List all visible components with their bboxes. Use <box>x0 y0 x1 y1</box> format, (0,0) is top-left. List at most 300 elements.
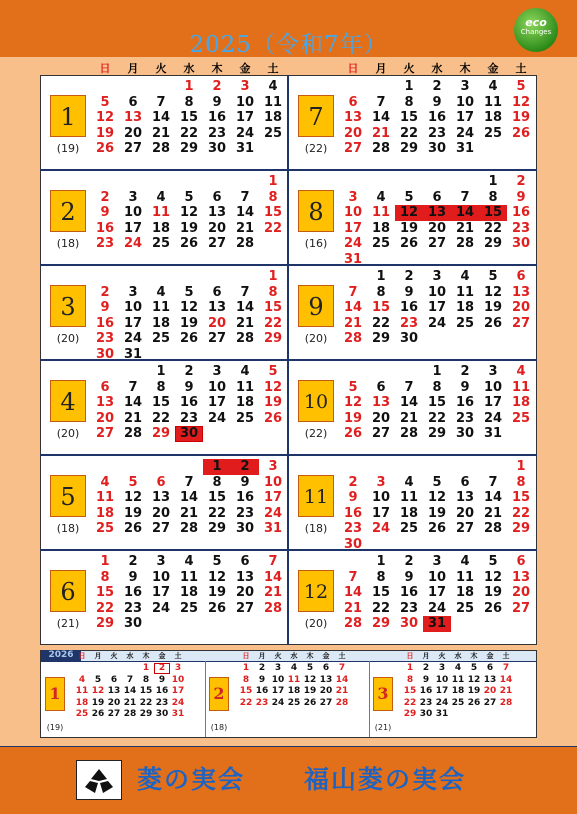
day-cell: 27 <box>455 521 475 536</box>
day-cell: 1 <box>268 174 278 189</box>
day-cell: 6 <box>100 379 110 395</box>
weekday-header-right <box>339 60 535 76</box>
preview-day-cell: 24 <box>271 697 285 708</box>
day-cell: 3 <box>488 364 498 379</box>
preview-day-cell: 30 <box>419 709 433 719</box>
preview-day-cell: 14 <box>499 674 513 685</box>
day-cell: 24 <box>343 236 363 251</box>
day-cell: 14 <box>123 395 143 410</box>
day-cell: 28 <box>263 600 283 616</box>
day-cell: 30 <box>207 141 227 156</box>
preview-month-number-box: 3 <box>373 677 393 711</box>
day-cell: 30 <box>399 616 419 631</box>
day-cell: 13 <box>371 395 391 410</box>
day-cell: 27 <box>343 141 363 156</box>
day-cell: 23 <box>399 315 419 331</box>
day-cell: 6 <box>376 379 386 395</box>
day-cell: 12 <box>123 490 143 505</box>
day-cell: 2 <box>100 189 110 205</box>
day-cell: 14 <box>343 585 363 600</box>
day-cell: 21 <box>235 220 255 236</box>
month-5 <box>40 455 288 550</box>
day-cell: 15 <box>263 300 283 315</box>
preview-day-cell: 4 <box>454 663 462 673</box>
day-cell: 5 <box>432 474 442 490</box>
day-cell: 2 <box>404 269 414 284</box>
day-cell: 30 <box>511 236 531 251</box>
month-12 <box>288 550 536 645</box>
day-cell: 29 <box>371 331 391 346</box>
preview-day-cell: 20 <box>319 686 333 696</box>
day-cell: 12 <box>207 569 227 585</box>
month-6 <box>40 550 288 645</box>
preview-day-cell: 17 <box>171 686 185 696</box>
preview-month-3 <box>369 661 533 737</box>
day-cell: 29 <box>511 521 531 536</box>
day-cell: 22 <box>371 315 391 331</box>
preview-day-cell: 27 <box>319 697 333 708</box>
preview-day-cell: 9 <box>158 674 166 685</box>
day-cell: 25 <box>179 600 199 616</box>
day-cell: 8 <box>100 569 110 585</box>
month-number-box: 6 <box>50 570 86 612</box>
preview-day-cell: 28 <box>499 697 513 708</box>
eco-logo-line1: eco <box>525 16 547 29</box>
weekday-label: 木 <box>142 652 150 660</box>
day-cell: 17 <box>483 395 503 410</box>
day-cell: 25 <box>263 125 283 141</box>
day-cell: 19 <box>483 585 503 600</box>
day-cell: 5 <box>184 189 194 205</box>
month-11 <box>288 455 536 550</box>
day-cell: 26 <box>179 236 199 251</box>
weekday-label: 火 <box>155 62 167 75</box>
day-cell: 3 <box>432 269 442 284</box>
day-cell: 31 <box>423 616 451 632</box>
day-cell: 12 <box>483 569 503 585</box>
day-cell: 14 <box>235 300 255 315</box>
day-cell: 2 <box>100 284 110 300</box>
preview-workday-count: (19) <box>46 723 64 732</box>
day-cell: 7 <box>184 474 194 490</box>
weekday-label: 土 <box>338 652 346 660</box>
day-cell: 31 <box>455 141 475 156</box>
day-cell: 17 <box>455 110 475 125</box>
day-cell: 25 <box>371 236 391 251</box>
day-cell: 12 <box>179 205 199 220</box>
day-cell: 9 <box>460 379 470 395</box>
day-cell: 23 <box>235 505 255 521</box>
day-cell: 19 <box>483 300 503 315</box>
day-cell: 11 <box>151 205 171 220</box>
preview-day-cell: 11 <box>75 686 89 696</box>
preview-month-2 <box>205 661 369 737</box>
day-cell: 24 <box>371 521 391 536</box>
preview-day-cell: 27 <box>483 697 497 708</box>
day-cell: 2 <box>432 79 442 94</box>
day-cell: 17 <box>427 585 447 600</box>
day-cell: 2 <box>460 364 470 379</box>
day-cell: 15 <box>95 585 115 600</box>
day-cell: 7 <box>348 284 358 300</box>
day-cell: 29 <box>399 141 419 156</box>
preview-day-cell: 19 <box>467 686 481 696</box>
day-cell: 1 <box>516 459 526 474</box>
preview-day-cell: 3 <box>174 663 182 673</box>
day-cell: 30 <box>427 141 447 156</box>
day-cell: 19 <box>123 505 143 521</box>
preview-day-cell: 15 <box>239 686 253 696</box>
day-cell: 30 <box>235 521 255 536</box>
weekday-label: 水 <box>126 652 134 660</box>
weekday-label: 金 <box>322 652 330 660</box>
day-cell: 26 <box>511 125 531 141</box>
month-number-box: 10 <box>298 380 334 422</box>
day-cell: 30 <box>455 426 475 441</box>
day-cell: 16 <box>95 315 115 331</box>
day-cell: 20 <box>511 300 531 315</box>
day-cell: 31 <box>235 141 255 156</box>
day-cell: 14 <box>451 205 479 221</box>
day-cell: 10 <box>123 300 143 315</box>
day-cell: 9 <box>128 569 138 585</box>
day-cell: 15 <box>371 300 391 315</box>
day-cell: 14 <box>371 110 391 125</box>
day-cell: 13 <box>95 395 115 410</box>
day-cell: 10 <box>371 490 391 505</box>
day-cell: 12 <box>179 300 199 315</box>
preview-day-cell: 16 <box>155 686 169 696</box>
month-number-box: 8 <box>298 190 334 232</box>
day-cell: 1 <box>184 79 194 94</box>
day-cell: 19 <box>343 410 363 426</box>
day-cell: 6 <box>156 474 166 490</box>
weekday-label: 土 <box>174 652 182 660</box>
preview-day-cell: 12 <box>303 674 317 685</box>
day-cell: 21 <box>399 410 419 426</box>
day-cell: 5 <box>184 284 194 300</box>
day-cell: 11 <box>235 379 255 395</box>
day-cell: 17 <box>207 395 227 410</box>
preview-day-cell: 5 <box>94 674 102 685</box>
month-2 <box>40 170 288 265</box>
preview-day-cell: 7 <box>126 674 134 685</box>
day-cell: 9 <box>100 300 110 315</box>
day-cell: 2 <box>231 459 259 475</box>
day-cell: 28 <box>179 521 199 536</box>
day-cell: 20 <box>123 125 143 141</box>
weekday-label: 月 <box>375 62 387 75</box>
day-cell: 9 <box>240 474 250 490</box>
day-cell: 17 <box>123 315 143 331</box>
day-cell: 29 <box>179 141 199 156</box>
day-cell: 25 <box>151 236 171 251</box>
day-cell: 12 <box>511 94 531 110</box>
preview-day-cell: 24 <box>171 697 185 708</box>
weekday-label: 水 <box>431 62 443 75</box>
day-cell: 13 <box>511 569 531 585</box>
preview-day-cell: 14 <box>335 674 349 685</box>
day-cell: 13 <box>343 110 363 125</box>
month-number-box: 1 <box>50 95 86 137</box>
preview-day-cell: 6 <box>322 663 330 673</box>
preview-day-cell: 22 <box>139 697 153 708</box>
day-cell: 5 <box>404 189 414 205</box>
day-cell: 1 <box>203 459 231 475</box>
weekday-label: 日 <box>99 62 111 75</box>
day-cell: 10 <box>235 94 255 110</box>
day-cell: 16 <box>207 110 227 125</box>
day-cell: 17 <box>263 490 283 505</box>
day-cell: 4 <box>240 364 250 379</box>
day-cell: 10 <box>483 379 503 395</box>
day-cell: 3 <box>156 554 166 569</box>
footer-name-right: 福山菱の実会 <box>304 765 467 794</box>
organization-logo <box>76 760 122 800</box>
day-cell: 18 <box>235 395 255 410</box>
day-cell: 12 <box>343 395 363 410</box>
preview-day-cell: 16 <box>255 686 269 696</box>
day-cell: 7 <box>268 554 278 569</box>
day-cell: 4 <box>516 364 526 379</box>
day-cell: 24 <box>483 410 503 426</box>
preview-day-cell: 10 <box>271 674 285 685</box>
day-cell: 26 <box>483 600 503 616</box>
day-cell: 14 <box>151 110 171 125</box>
day-cell: 1 <box>268 269 278 284</box>
day-cell: 3 <box>460 79 470 94</box>
day-cell: 15 <box>511 490 531 505</box>
day-cell: 27 <box>511 600 531 616</box>
preview-divider <box>369 661 370 737</box>
day-cell: 27 <box>207 236 227 251</box>
workday-count: (18) <box>56 522 80 535</box>
weekday-label: 金 <box>487 62 499 75</box>
day-cell: 24 <box>235 125 255 141</box>
day-cell: 3 <box>376 474 386 490</box>
preview-workday-count: (21) <box>374 723 392 732</box>
day-cell: 24 <box>123 331 143 346</box>
day-cell: 8 <box>488 189 498 205</box>
day-cell: 4 <box>488 79 498 94</box>
preview-day-cell: 10 <box>435 674 449 685</box>
day-cell: 11 <box>511 379 531 395</box>
day-cell: 6 <box>516 554 526 569</box>
preview-day-cell: 16 <box>419 686 433 696</box>
preview-day-cell: 11 <box>451 674 465 685</box>
day-cell: 9 <box>184 379 194 395</box>
day-cell: 15 <box>263 205 283 220</box>
workday-count: (18) <box>304 522 328 535</box>
day-cell: 20 <box>371 410 391 426</box>
day-cell: 11 <box>179 569 199 585</box>
eco-logo-line2: Changes <box>520 28 552 36</box>
day-cell: 16 <box>399 585 419 600</box>
day-cell: 18 <box>455 300 475 315</box>
day-cell: 30 <box>399 331 419 346</box>
workday-count: (22) <box>304 142 328 155</box>
day-cell: 18 <box>483 110 503 125</box>
day-cell: 12 <box>395 205 423 221</box>
preview-day-cell: 24 <box>435 697 449 708</box>
preview-day-cell: 22 <box>239 697 253 708</box>
day-cell: 10 <box>427 569 447 585</box>
preview-weekday-header <box>74 651 186 661</box>
preview-day-cell: 8 <box>406 674 414 685</box>
day-cell: 15 <box>479 205 507 221</box>
day-cell: 6 <box>128 94 138 110</box>
day-cell: 20 <box>207 315 227 331</box>
day-cell: 27 <box>427 236 447 251</box>
day-cell: 10 <box>427 284 447 300</box>
day-cell: 30 <box>123 616 143 631</box>
day-cell: 11 <box>483 94 503 110</box>
day-cell: 25 <box>95 521 115 536</box>
weekday-label: 水 <box>183 62 195 75</box>
day-cell: 15 <box>399 110 419 125</box>
weekday-label: 日 <box>347 62 359 75</box>
day-cell: 15 <box>371 585 391 600</box>
footer-name-left: 菱の実会 <box>137 765 246 794</box>
preview-day-cell: 22 <box>403 697 417 708</box>
preview-day-cell: 19 <box>303 686 317 696</box>
day-cell: 13 <box>207 300 227 315</box>
day-cell: 8 <box>156 379 166 395</box>
month-number-box: 7 <box>298 95 334 137</box>
day-cell: 28 <box>343 331 363 346</box>
preview-day-cell: 18 <box>451 686 465 696</box>
day-cell: 4 <box>184 554 194 569</box>
day-cell: 13 <box>151 490 171 505</box>
day-cell: 4 <box>404 474 414 490</box>
day-cell: 20 <box>511 585 531 600</box>
preview-divider <box>205 661 206 737</box>
day-cell: 2 <box>128 554 138 569</box>
month-1 <box>40 75 288 170</box>
day-cell: 27 <box>371 426 391 441</box>
weekday-label: 火 <box>274 652 282 660</box>
workday-count: (16) <box>304 237 328 250</box>
day-cell: 3 <box>128 284 138 300</box>
preview-month-number-box: 2 <box>209 677 229 711</box>
day-cell: 9 <box>348 490 358 505</box>
day-cell: 9 <box>212 94 222 110</box>
day-cell: 21 <box>343 600 363 616</box>
day-cell: 24 <box>123 236 143 251</box>
workday-count: (20) <box>56 427 80 440</box>
day-cell: 4 <box>268 79 278 94</box>
day-cell: 29 <box>263 331 283 346</box>
day-cell: 30 <box>175 426 203 442</box>
preview-month-1 <box>41 661 205 737</box>
day-cell: 14 <box>179 490 199 505</box>
day-cell: 11 <box>263 94 283 110</box>
day-cell: 12 <box>427 490 447 505</box>
preview-day-cell: 9 <box>258 674 266 685</box>
day-cell: 27 <box>151 521 171 536</box>
day-cell: 1 <box>432 364 442 379</box>
weekday-label: 水 <box>290 652 298 660</box>
workday-count: (18) <box>56 237 80 250</box>
month-9 <box>288 265 536 360</box>
day-cell: 5 <box>128 474 138 490</box>
day-cell: 26 <box>483 315 503 331</box>
day-cell: 25 <box>483 125 503 141</box>
day-cell: 16 <box>235 490 255 505</box>
month-4 <box>40 360 288 455</box>
day-cell: 27 <box>511 315 531 331</box>
preview-day-cell: 25 <box>451 697 465 708</box>
day-cell: 11 <box>455 569 475 585</box>
day-cell: 13 <box>511 284 531 300</box>
preview-day-cell: 3 <box>274 663 282 673</box>
day-cell: 24 <box>427 600 447 616</box>
day-cell: 16 <box>511 205 531 220</box>
day-cell: 7 <box>240 284 250 300</box>
day-cell: 19 <box>511 110 531 125</box>
weekday-label: 火 <box>438 652 446 660</box>
day-cell: 19 <box>427 505 447 521</box>
preview-day-cell: 29 <box>139 709 153 719</box>
day-cell: 25 <box>235 410 255 426</box>
day-cell: 12 <box>95 110 115 125</box>
weekday-label: 日 <box>406 652 414 660</box>
preview-day-cell: 7 <box>502 663 510 673</box>
calendar-title: 2025（令和7年） <box>189 32 388 58</box>
day-cell: 9 <box>432 94 442 110</box>
day-cell: 9 <box>404 569 414 585</box>
day-cell: 1 <box>376 269 386 284</box>
day-cell: 5 <box>516 79 526 94</box>
day-cell: 19 <box>399 220 419 236</box>
weekday-label: 日 <box>242 652 250 660</box>
preview-day-cell: 8 <box>142 674 150 685</box>
day-cell: 27 <box>207 331 227 346</box>
weekday-label: 月 <box>127 62 139 75</box>
day-cell: 15 <box>151 395 171 410</box>
day-cell: 26 <box>427 521 447 536</box>
day-cell: 3 <box>128 189 138 205</box>
day-cell: 14 <box>235 205 255 220</box>
month-10 <box>288 360 536 455</box>
preview-day-cell: 6 <box>110 674 118 685</box>
day-cell: 20 <box>151 505 171 521</box>
preview-day-cell: 25 <box>287 697 301 708</box>
day-cell: 16 <box>179 395 199 410</box>
day-cell: 26 <box>179 331 199 346</box>
preview-month-number-box: 1 <box>45 677 65 711</box>
preview-day-cell: 5 <box>306 663 314 673</box>
day-cell: 19 <box>95 125 115 141</box>
day-cell: 21 <box>483 505 503 521</box>
day-cell: 17 <box>371 505 391 521</box>
day-cell: 23 <box>179 410 199 426</box>
day-cell: 28 <box>343 616 363 631</box>
weekday-label: 金 <box>239 62 251 75</box>
preview-day-cell: 6 <box>486 663 494 673</box>
day-cell: 25 <box>455 600 475 616</box>
day-cell: 19 <box>207 585 227 600</box>
day-cell: 7 <box>128 379 138 395</box>
preview-day-cell: 14 <box>123 686 137 696</box>
day-cell: 25 <box>511 410 531 426</box>
day-cell: 13 <box>123 110 143 125</box>
day-cell: 7 <box>156 94 166 110</box>
month-number-box: 3 <box>50 285 86 327</box>
day-cell: 21 <box>343 315 363 331</box>
preview-day-cell: 1 <box>406 663 414 673</box>
day-cell: 29 <box>95 616 115 631</box>
